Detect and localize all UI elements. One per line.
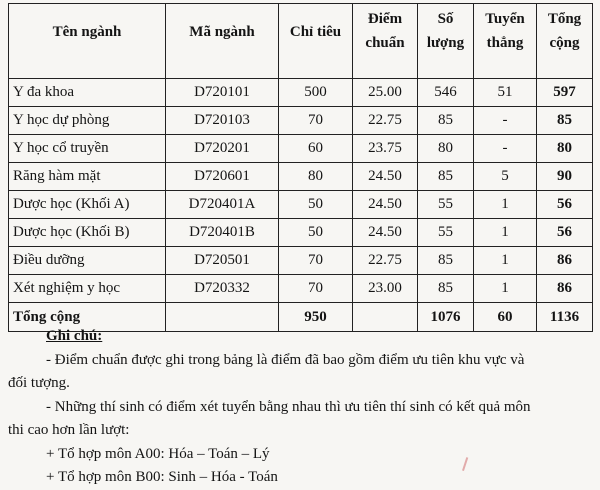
cell-total-direct: 60 (474, 303, 537, 332)
cell-quota: 60 (279, 135, 353, 163)
cell-count: 85 (418, 163, 474, 191)
cell-count: 546 (418, 79, 474, 107)
cell-major-name: Y học cổ truyền (9, 135, 166, 163)
table-row (9, 275, 593, 303)
table-row (9, 219, 593, 247)
cell-total: 56 (537, 191, 593, 219)
cell-direct: 5 (474, 163, 537, 191)
cell-quota: 80 (279, 163, 353, 191)
table-row (9, 163, 593, 191)
cell-major-code: D720601 (166, 163, 279, 191)
cell-direct: - (474, 135, 537, 163)
cell-total: 80 (537, 135, 593, 163)
cell-cutoff: 24.50 (353, 219, 418, 247)
note-2-line-1: - Những thí sinh có điểm xét tuyển bằng nhau thì ưu tiên thí sinh có kết quả môn (46, 398, 531, 415)
cell-count: 80 (418, 135, 474, 163)
cell-quota: 500 (279, 79, 353, 107)
table-row (9, 135, 593, 163)
cell-cutoff: 24.50 (353, 191, 418, 219)
cell-total: 86 (537, 247, 593, 275)
cell-major-name: Y đa khoa (9, 79, 166, 107)
cell-count: 85 (418, 107, 474, 135)
cell-major-name: Xét nghiệm y học (9, 275, 166, 303)
table-row (9, 107, 593, 135)
cell-major-name: Dược học (Khối B) (9, 219, 166, 247)
cell-count: 55 (418, 191, 474, 219)
cell-direct: 1 (474, 247, 537, 275)
notes-section (8, 325, 592, 490)
cell-total: 86 (537, 275, 593, 303)
cell-direct: 1 (474, 219, 537, 247)
note-1-line-1: - Điểm chuẩn được ghi trong bảng là điểm đã bao gồm điểm ưu tiên khu vực và (46, 351, 525, 368)
cell-major-code: D720501 (166, 247, 279, 275)
cell-major-code: D720103 (166, 107, 279, 135)
cell-quota: 70 (279, 247, 353, 275)
cell-total-count: 1076 (418, 303, 474, 332)
table-row (9, 79, 593, 107)
cell-direct: 51 (474, 79, 537, 107)
cell-major-code: D720101 (166, 79, 279, 107)
header-major-code: Mã ngành (166, 4, 279, 79)
cell-quota: 50 (279, 219, 353, 247)
notes-title: Ghi chú: (46, 328, 103, 344)
header-major-name: Tên ngành (9, 4, 166, 79)
cell-total: 56 (537, 219, 593, 247)
cell-cutoff: 25.00 (353, 79, 418, 107)
cell-cutoff: 23.75 (353, 135, 418, 163)
header-count: Số lượng (418, 4, 474, 79)
cell-major-code: D720201 (166, 135, 279, 163)
note-1-line-2: đối tượng. (8, 375, 70, 391)
cell-total-label: Tổng cộng (9, 303, 166, 332)
cell-major-name: Điều dưỡng (9, 247, 166, 275)
header-total: Tổng cộng (537, 4, 593, 79)
admission-scores-table (8, 3, 593, 332)
table-row (9, 191, 593, 219)
cell-major-name: Y học dự phòng (9, 107, 166, 135)
cell-major-name: Răng hàm mặt (9, 163, 166, 191)
cell-major-code: D720332 (166, 275, 279, 303)
cell-quota: 70 (279, 107, 353, 135)
cell-count: 85 (418, 275, 474, 303)
cell-quota: 70 (279, 275, 353, 303)
combo-b00: + Tổ hợp môn B00: Sinh – Hóa - Toán (46, 469, 278, 485)
cell-quota: 50 (279, 191, 353, 219)
cell-cutoff: 22.75 (353, 247, 418, 275)
cell-count: 55 (418, 219, 474, 247)
cell-count: 85 (418, 247, 474, 275)
header-cutoff: Điểm chuẩn (353, 4, 418, 79)
cell-direct: - (474, 107, 537, 135)
header-direct-admission: Tuyển thẳng (474, 4, 537, 79)
cell-cutoff: 24.50 (353, 163, 418, 191)
cell-total-sum: 1136 (537, 303, 593, 332)
cell-major-code: D720401A (166, 191, 279, 219)
cell-total: 597 (537, 79, 593, 107)
cell-cutoff: 22.75 (353, 107, 418, 135)
cell-major-name: Dược học (Khối A) (9, 191, 166, 219)
note-2-line-2: thi cao hơn lần lượt: (8, 422, 130, 438)
cell-total-quota: 950 (279, 303, 353, 332)
table-row (9, 247, 593, 275)
cell-major-code: D720401B (166, 219, 279, 247)
cell-total: 85 (537, 107, 593, 135)
combo-a00: + Tổ hợp môn A00: Hóa – Toán – Lý (46, 445, 270, 462)
cell-total: 90 (537, 163, 593, 191)
cell-direct: 1 (474, 191, 537, 219)
cell-direct: 1 (474, 275, 537, 303)
cell-cutoff: 23.00 (353, 275, 418, 303)
header-quota: Chỉ tiêu (279, 4, 353, 79)
table-header-row (9, 4, 593, 79)
